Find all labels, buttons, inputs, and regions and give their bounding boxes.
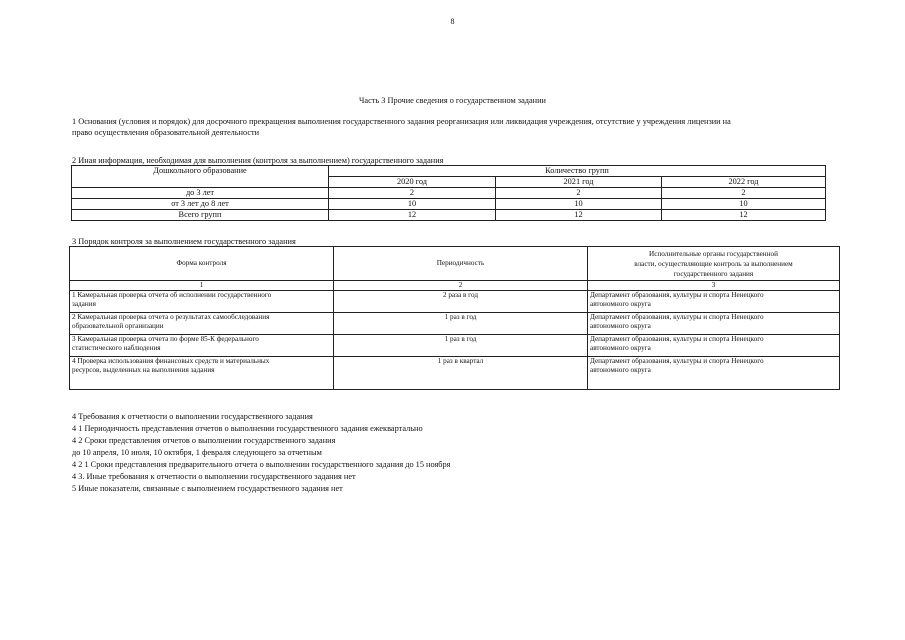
- row-label: Всего групп: [72, 210, 329, 221]
- section1-line1: 1 Основания (условия и порядок) для досрочного прекращения выполнения государственного задания реорганизация или ликвидация учреждения, отсутствие у учреждения лицензии на: [72, 117, 731, 126]
- control-form: 2 Камеральная проверка отчета о результатах самообследования образовательной организации: [70, 313, 334, 335]
- groups-col-header: Дошкольного образование: [72, 166, 329, 188]
- table-row: [72, 199, 826, 210]
- table-row: [70, 313, 840, 335]
- cell-value: 2: [329, 188, 496, 199]
- authority-header: [588, 247, 840, 281]
- groups-group-header: Количество групп: [329, 166, 826, 177]
- period-header: Периодичность: [334, 247, 588, 281]
- section5-line: 5 Иные показатели, связанные с выполнением государственного задания нет: [72, 484, 343, 493]
- control-form: 4 Проверка использования финансовых средств и материальных ресурсов, выделенных на выполнения задания: [70, 357, 334, 390]
- control-period: 1 раз в квартал: [334, 357, 588, 390]
- section4-line: 4 1 Периодичность представления отчетов о выполнении государственного задания ежеквартально: [72, 424, 423, 433]
- year-header: 2022 год: [662, 177, 826, 188]
- row-label: от 3 лет до 8 лет: [72, 199, 329, 210]
- control-authority: Департамент образования, культуры и спорта Ненецкого автономного округа: [588, 291, 840, 313]
- section4-line: 4 2 1 Сроки представления предварительного отчета о выполнении государственного задания до 15 ноября: [72, 460, 451, 469]
- control-form: 3 Камеральная проверка отчета по форме 85-К федерального статистического наблюдения: [70, 335, 334, 357]
- section4-line: 4 2 Сроки представления отчетов о выполнении государственного задания: [72, 436, 336, 445]
- cell-value: 2: [496, 188, 662, 199]
- authority-header-line: власти, осуществляющие контроль за выполнением: [634, 259, 793, 268]
- cell-value: 10: [662, 199, 826, 210]
- column-number: 2: [334, 281, 588, 291]
- form-header: Форма контроля: [70, 247, 334, 281]
- control-table: [69, 246, 840, 390]
- year-header: 2021 год: [496, 177, 662, 188]
- cell-value: 10: [329, 199, 496, 210]
- cell-value: 12: [329, 210, 496, 221]
- control-authority: Департамент образования, культуры и спорта Ненецкого автономного округа: [588, 313, 840, 335]
- column-number: 1: [70, 281, 334, 291]
- section1-line2: право осуществления образовательной деятельности: [72, 128, 260, 137]
- table-row: [70, 335, 840, 357]
- table-row: [72, 188, 826, 199]
- section3-title: 3 Порядок контроля за выполнением государственного задания: [72, 237, 296, 246]
- cell-value: 2: [662, 188, 826, 199]
- page-number: 8: [450, 17, 455, 26]
- column-number: 3: [588, 281, 840, 291]
- control-period: 1 раз в год: [334, 335, 588, 357]
- control-period: 1 раз в год: [334, 313, 588, 335]
- control-period: 2 раза в год: [334, 291, 588, 313]
- table-row: [70, 291, 840, 313]
- authority-header-line: Исполнительные органы государственной: [649, 249, 778, 258]
- section4-line: до 10 апреля, 10 июля, 10 октября, 1 февраля следующего за отчетным: [72, 448, 322, 457]
- control-authority: Департамент образования, культуры и спорта Ненецкого автономного округа: [588, 335, 840, 357]
- section4-line: 4 3. Иные требования к отчетности о выполнении государственного задания нет: [72, 472, 356, 481]
- table-row: [70, 357, 840, 390]
- control-form: 1 Камеральная проверка отчета об исполнении государственного задания: [70, 291, 334, 313]
- control-authority: Департамент образования, культуры и спорта Ненецкого автономного округа: [588, 357, 840, 390]
- authority-header-line: государственного задания: [673, 269, 754, 278]
- groups-table: [71, 165, 826, 221]
- section4-line: 4 Требования к отчетности о выполнении государственного задания: [72, 412, 313, 421]
- cell-value: 12: [662, 210, 826, 221]
- cell-value: 10: [496, 199, 662, 210]
- part-title: Часть 3 Прочие сведения о государственном задании: [359, 96, 546, 105]
- year-header: 2020 год: [329, 177, 496, 188]
- table-row: [72, 210, 826, 221]
- row-label: до 3 лет: [72, 188, 329, 199]
- cell-value: 12: [496, 210, 662, 221]
- section2-title: 2 Иная информация, необходимая для выполнения (контроля за выполнением) государственного задания: [72, 156, 444, 165]
